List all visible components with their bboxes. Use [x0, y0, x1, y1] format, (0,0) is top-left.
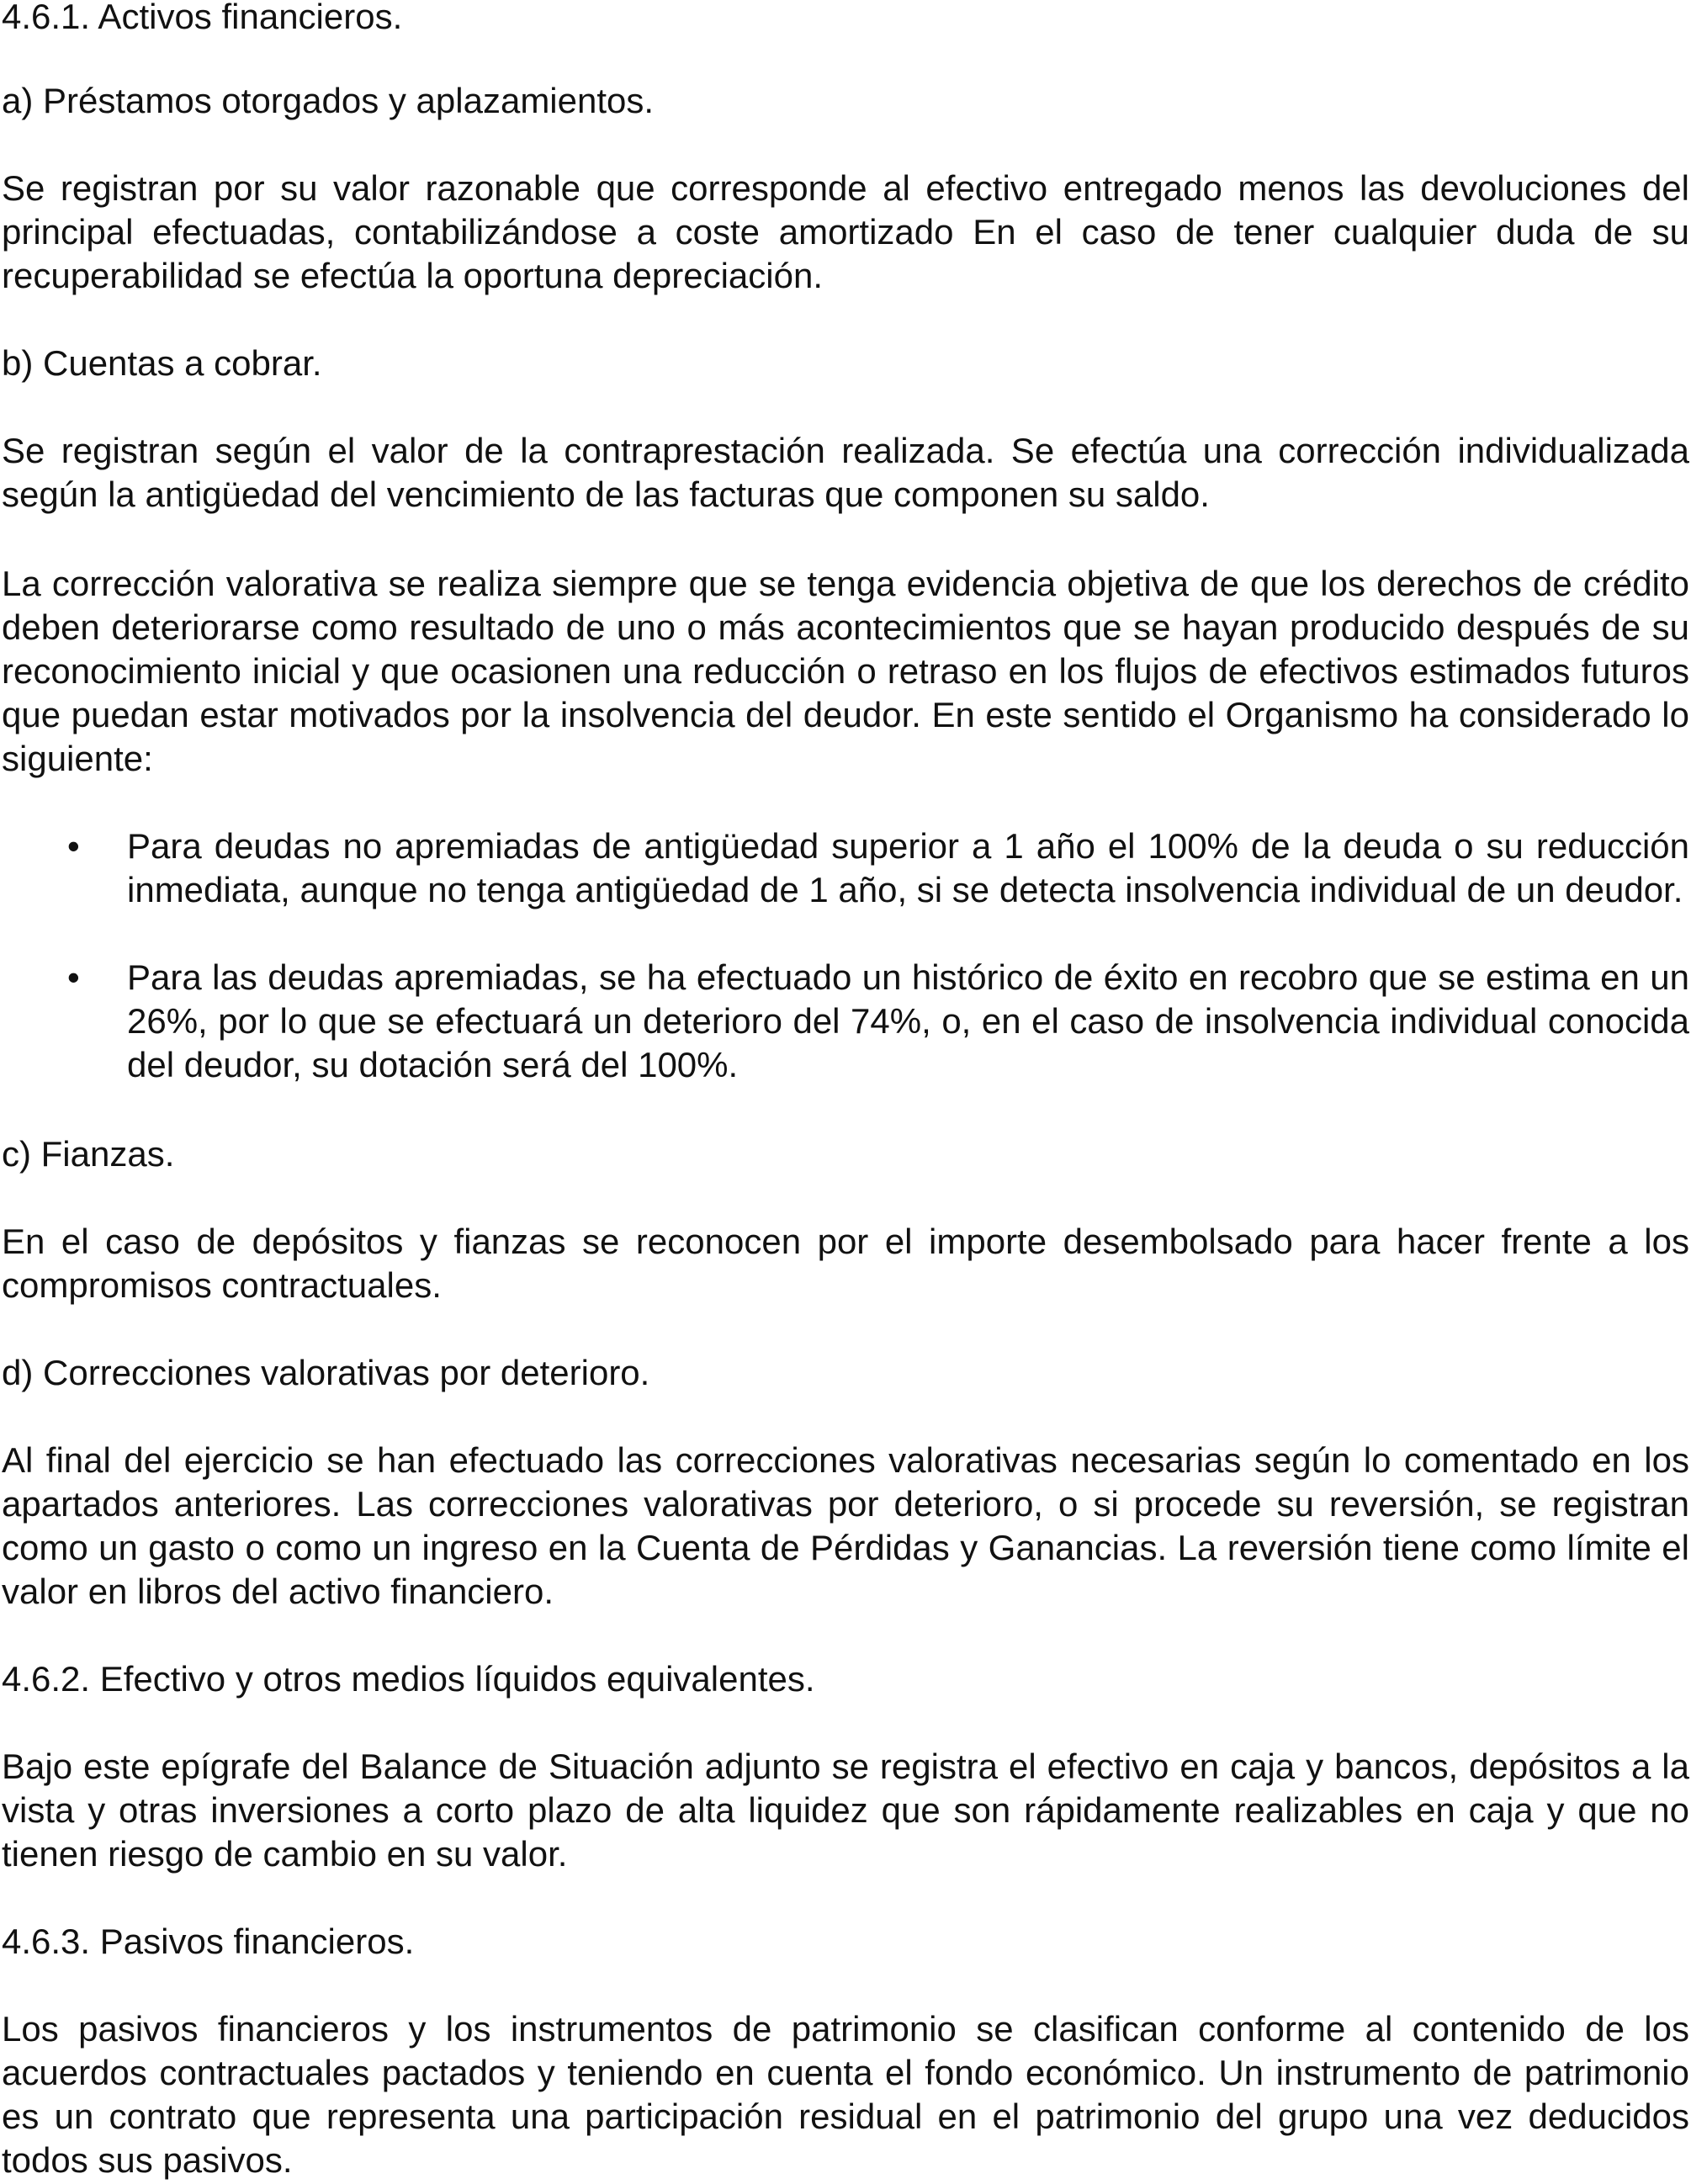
bullet-text: Para las deudas apremiadas, se ha efectuado un histórico de éxito en recobro que se estima en un 26%, por lo que se efectuará un deterioro del 74%, o, en el caso de insolvencia individual conocida del deudor, su dotación será del 100%. — [127, 957, 1689, 1084]
bullet-icon: • — [67, 826, 80, 866]
paragraph-pasivos-financieros: Los pasivos financieros y los instrumentos de patrimonio se clasifican conforme al contenido de los acuerdos contractuales pactados y teniendo en cuenta el fondo económico. Un instrumento de patrimonio es un contrato que representa una participación residual en el patrimonio del grupo una vez deducidos todos sus pasivos. — [2, 2009, 1689, 2180]
section-heading-4-6-2: 4.6.2. Efectivo y otros medios líquidos equivalentes. — [2, 1659, 815, 1699]
paragraph-fianzas: En el caso de depósitos y fianzas se reconocen por el importe desembolsado para hacer frente a los compromisos contractuales. — [2, 1222, 1689, 1305]
paragraph-correcciones: Al final del ejercicio se han efectuado las correcciones valorativas necesarias según lo comentado en los apartados anteriores. Las correcciones valorativas por deterioro, o si procede su reversión, se registran como un gasto o como un ingreso en la Cuenta de Pérdidas y Ganancias. La reversión tiene como límite el valor en libros del activo financiero. — [2, 1440, 1689, 1611]
subheading-c-fianzas: c) Fianzas. — [2, 1134, 175, 1174]
subheading-d-correcciones: d) Correcciones valorativas por deterioro. — [2, 1353, 650, 1392]
subheading-b-cuentas-a-cobrar: b) Cuentas a cobrar. — [2, 343, 322, 383]
paragraph-correccion-valorativa: La corrección valorativa se realiza siempre que se tenga evidencia objetiva de que los derechos de crédito deben deteriorarse como resultado de uno o más acontecimientos que se hayan producido después de su reconocimiento inicial y que ocasionen una reducción o retraso en los flujos de efectivos estimados futuros que puedan estar motivados por la insolvencia del deudor. En este sentido el Organismo ha considerado lo siguiente: — [2, 564, 1689, 778]
paragraph-efectivo: Bajo este epígrafe del Balance de Situación adjunto se registra el efectivo en caja y bancos, depósitos a la vista y otras inversiones a corto plazo de alta liquidez que son rápidamente realizables en caja y que no tienen riesgo de cambio en su valor. — [2, 1747, 1689, 1874]
bullet-text: Para deudas no apremiadas de antigüedad superior a 1 año el 100% de la deuda o su reducción inmediata, aunque no tenga antigüedad de 1 año, si se detecta insolvencia individual de un deudor. — [127, 826, 1689, 909]
paragraph-cuentas-a-cobrar: Se registran según el valor de la contraprestación realizada. Se efectúa una corrección individualizada según la antigüedad del vencimiento de las facturas que componen su saldo. — [2, 431, 1689, 514]
section-heading-4-6-1: 4.6.1. Activos financieros. — [2, 0, 403, 36]
subheading-a-prestamos: a) Préstamos otorgados y aplazamientos. — [2, 81, 655, 120]
section-heading-4-6-3: 4.6.3. Pasivos financieros. — [2, 1922, 415, 1961]
paragraph-prestamos: Se registran por su valor razonable que corresponde al efectivo entregado menos las devoluciones del principal efectuadas, contabilizándose a coste amortizado En el caso de tener cualquier duda de su recuperabilidad se efectúa la oportuna depreciación. — [2, 168, 1689, 295]
bullet-icon: • — [67, 957, 80, 997]
